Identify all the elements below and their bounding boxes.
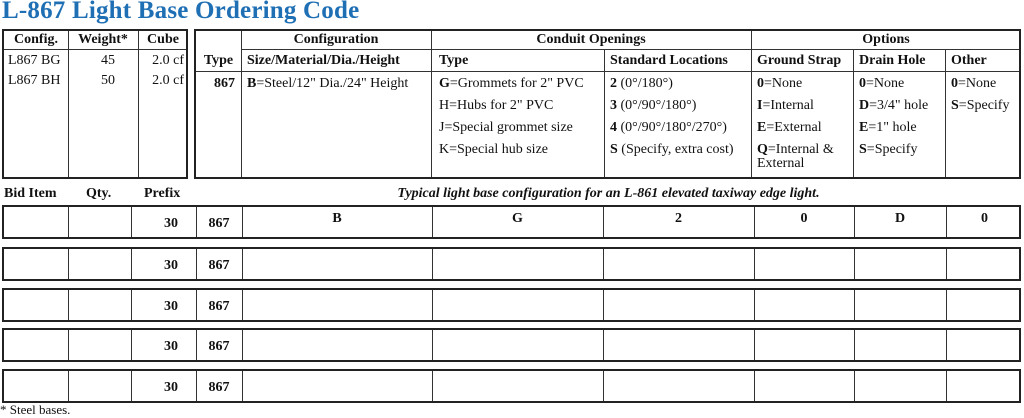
type-cell[interactable]: 867 bbox=[208, 216, 230, 231]
other-cell[interactable]: 0 bbox=[981, 211, 988, 226]
type-cell[interactable]: 867 bbox=[208, 380, 230, 395]
drain-hole-cell[interactable]: D bbox=[894, 211, 906, 226]
group-options: Options bbox=[862, 32, 910, 47]
weight-value: 50 bbox=[101, 73, 115, 88]
option-code: 2 bbox=[610, 76, 617, 91]
ground-strap-option bbox=[757, 120, 822, 136]
size-text: =Steel/12" Dia./24" Height bbox=[256, 76, 409, 91]
option-text: =Specify bbox=[958, 98, 1010, 113]
option-text: =Special grommet size bbox=[444, 120, 573, 135]
type-value: 867 bbox=[214, 76, 235, 91]
col-other: Other bbox=[951, 53, 987, 68]
option-code: 3 bbox=[610, 98, 617, 113]
location-option bbox=[610, 76, 673, 92]
conduit-type-option bbox=[439, 76, 584, 92]
option-code: D bbox=[859, 98, 870, 113]
option-text: (0°/180°) bbox=[617, 76, 673, 91]
conduit-type-option bbox=[439, 142, 548, 158]
page-title: L-867 Light Base Ordering Code bbox=[2, 0, 360, 24]
option-text: =Specify bbox=[866, 142, 918, 157]
order-row bbox=[2, 328, 1021, 362]
cube-value: 2.0 cf bbox=[152, 53, 184, 68]
ground-strap-option bbox=[757, 76, 802, 92]
option-text: =None bbox=[958, 76, 997, 91]
order-row bbox=[2, 247, 1021, 281]
footnote: * Steel bases. bbox=[0, 402, 71, 417]
option-code: H bbox=[439, 98, 450, 113]
option-text: =None bbox=[764, 76, 803, 91]
option-text: =None bbox=[866, 76, 905, 91]
option-code: E bbox=[859, 120, 869, 135]
option-text: =3/4" hole bbox=[869, 98, 929, 113]
option-code: 4 bbox=[610, 120, 617, 135]
order-row bbox=[2, 288, 1021, 322]
option-code: S bbox=[610, 142, 618, 157]
ground-strap-option bbox=[757, 98, 814, 114]
drain-hole-option bbox=[859, 142, 917, 158]
option-code: S bbox=[951, 98, 959, 113]
type-cell[interactable]: 867 bbox=[208, 339, 230, 354]
locations-cell[interactable]: 2 bbox=[675, 211, 682, 226]
drain-hole-option bbox=[859, 98, 928, 114]
order-row bbox=[2, 369, 1021, 403]
col-size: Size/Material/Dia./Height bbox=[247, 53, 400, 68]
option-code: I bbox=[757, 98, 763, 113]
prefix-cell[interactable]: 30 bbox=[164, 299, 178, 314]
ordering-code-table bbox=[194, 29, 1021, 179]
weight-value: 45 bbox=[101, 53, 115, 68]
option-code: S bbox=[859, 142, 867, 157]
col-ground-strap: Ground Strap bbox=[757, 53, 842, 68]
size-cell[interactable]: B bbox=[332, 211, 342, 226]
option-text: =Internal bbox=[762, 98, 814, 113]
option-text: =Hubs for 2" PVC bbox=[449, 98, 554, 113]
option-text: =Special hub size bbox=[449, 142, 548, 157]
header-prefix: Prefix bbox=[144, 186, 181, 201]
option-text: =Internal & bbox=[767, 142, 834, 157]
prefix-cell[interactable]: 30 bbox=[164, 380, 178, 395]
option-code: 0 bbox=[951, 76, 958, 91]
conduit-type-option bbox=[439, 120, 573, 136]
size-code: B bbox=[247, 76, 257, 91]
col-conduit-type: Type bbox=[439, 53, 469, 68]
option-text: (0°/90°/180°/270°) bbox=[617, 120, 727, 135]
group-configuration: Configuration bbox=[293, 32, 379, 47]
option-code: E bbox=[757, 120, 767, 135]
prefix-cell[interactable]: 30 bbox=[164, 258, 178, 273]
option-code: G bbox=[439, 76, 450, 91]
conduit-type-option bbox=[439, 98, 553, 114]
col-type: Type bbox=[203, 53, 234, 68]
option-code: J bbox=[439, 120, 445, 135]
ground-strap-option-extra: External bbox=[757, 156, 805, 171]
other-option bbox=[951, 76, 996, 92]
option-code: 0 bbox=[757, 76, 764, 91]
option-text: =External bbox=[766, 120, 822, 135]
col-drain-hole: Drain Hole bbox=[859, 53, 926, 68]
config-value: L867 BH bbox=[8, 73, 61, 88]
other-option bbox=[951, 98, 1009, 114]
header-config: Config. bbox=[14, 32, 58, 47]
option-text: (0°/90°/180°) bbox=[617, 98, 697, 113]
drain-hole-option bbox=[859, 76, 904, 92]
header-weight: Weight* bbox=[78, 32, 128, 47]
option-text: (Specify, extra cost) bbox=[617, 142, 734, 157]
type-cell[interactable]: 867 bbox=[208, 258, 230, 273]
option-text: =1" hole bbox=[868, 120, 917, 135]
type-cell[interactable]: 867 bbox=[208, 299, 230, 314]
prefix-cell[interactable]: 30 bbox=[164, 216, 178, 231]
option-text: =Grommets for 2" PVC bbox=[449, 76, 584, 91]
option-code: 0 bbox=[859, 76, 866, 91]
order-row bbox=[2, 205, 1021, 239]
option-code: K bbox=[439, 142, 450, 157]
size-option bbox=[247, 76, 408, 92]
header-bid-item: Bid Item bbox=[4, 186, 57, 201]
prefix-cell[interactable]: 30 bbox=[164, 339, 178, 354]
col-standard-locations: Standard Locations bbox=[610, 53, 728, 68]
header-cube: Cube bbox=[147, 32, 179, 47]
cube-value: 2.0 cf bbox=[152, 73, 184, 88]
config-value: L867 BG bbox=[8, 53, 61, 68]
location-option bbox=[610, 98, 696, 114]
group-conduit-openings: Conduit Openings bbox=[536, 32, 646, 47]
location-option bbox=[610, 142, 734, 158]
option-code: Q bbox=[757, 142, 768, 157]
config-weight-table bbox=[2, 29, 188, 179]
header-qty: Qty. bbox=[86, 186, 112, 201]
conduit-cell[interactable]: G bbox=[512, 211, 523, 226]
location-option bbox=[610, 120, 727, 136]
drain-hole-option bbox=[859, 120, 917, 136]
ground-strap-cell[interactable]: 0 bbox=[800, 211, 808, 226]
configuration-caption: Typical light base configuration for an L-861 elevated taxiway edge light. bbox=[397, 186, 820, 201]
